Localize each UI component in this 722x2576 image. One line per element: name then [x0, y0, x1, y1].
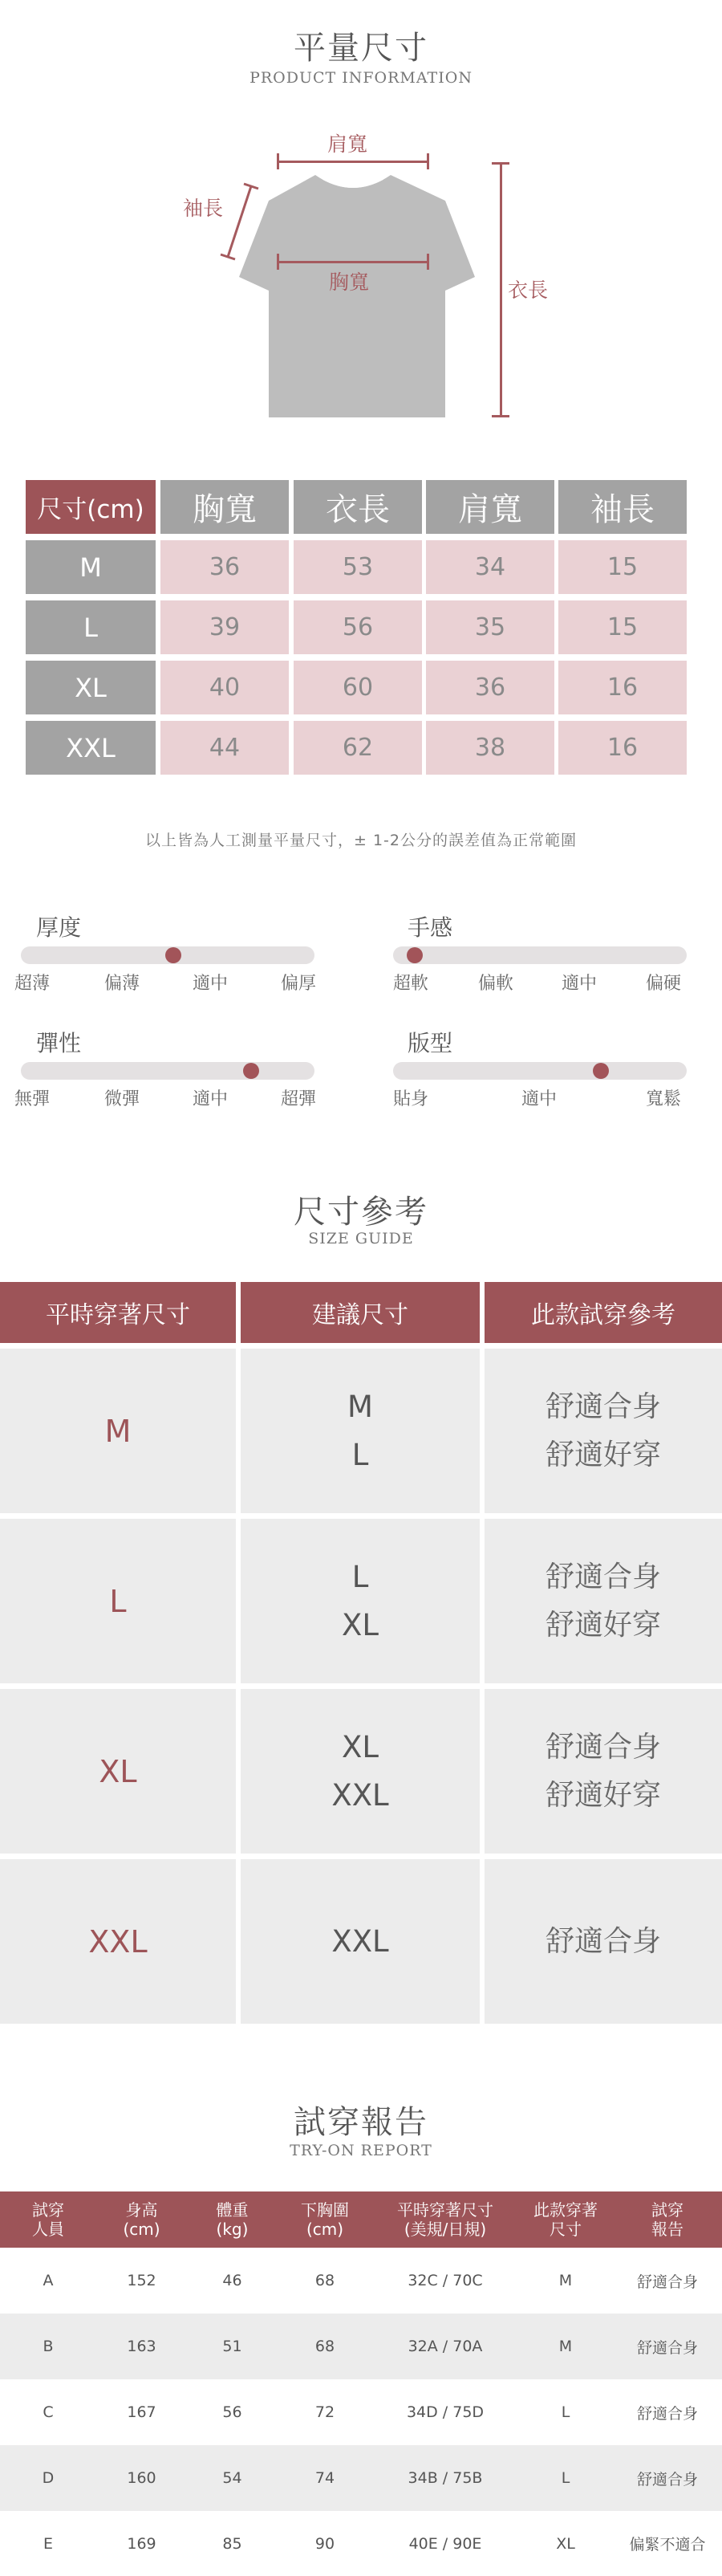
report-cell: 152 [127, 2272, 156, 2289]
handfeel-label: 超軟 [393, 974, 429, 994]
report-header-line: (cm) [123, 2220, 160, 2239]
measure-note: 以上皆為人工測量平量尺寸，± 1-2公分的誤差值為正常範圍 [145, 832, 577, 849]
report-header [187, 2191, 278, 2248]
report-header-line: (kg) [216, 2220, 249, 2239]
report-cell: 74 [314, 2469, 335, 2487]
length-label: 衣長 [508, 279, 549, 302]
guide-normal-text: M [104, 1413, 132, 1449]
report-cell: L [561, 2469, 570, 2487]
size-row-label: L [26, 600, 156, 654]
report-cell: 32A / 70A [408, 2338, 483, 2355]
thickness-label: 超薄 [14, 974, 51, 994]
chest-cap-right [427, 254, 429, 270]
length-cap-bottom [492, 415, 509, 417]
chest-line [277, 261, 429, 263]
guide-suggest-text: L [351, 1437, 369, 1472]
sleeve-label: 袖長 [183, 197, 224, 220]
report-cell: 偏緊不適合 [629, 2536, 706, 2554]
report-cell: 68 [314, 2338, 335, 2355]
report-header [518, 2191, 613, 2248]
report-header [96, 2191, 187, 2248]
size-cell: 44 [160, 721, 289, 775]
report-cell: B [43, 2338, 54, 2355]
report-header [613, 2191, 722, 2248]
size-cell: 39 [160, 600, 289, 654]
elasticity-knob [243, 1063, 259, 1079]
shoulder-cap-right [427, 153, 429, 169]
guide-fit-text: 舒適合身 [545, 1730, 661, 1764]
elasticity-label: 適中 [193, 1089, 229, 1109]
guide-suggest-size [241, 1349, 480, 1513]
size-table-header: 胸寬 [160, 480, 289, 534]
report-header [278, 2191, 372, 2248]
report-cell: 34D / 75D [406, 2403, 485, 2421]
fit-label: 貼身 [393, 1089, 429, 1109]
shoulder-label: 肩寬 [327, 132, 368, 156]
report-cell: 舒適合身 [636, 2404, 698, 2423]
size-cell: 56 [294, 600, 422, 654]
report-cell: 85 [222, 2534, 242, 2553]
thickness-label: 偏薄 [104, 974, 140, 994]
guide-normal-size [0, 1859, 236, 2024]
guide-suggest-size [241, 1859, 480, 2024]
guide-fit-note [485, 1689, 722, 1854]
report-header-line: 試穿 [651, 2200, 683, 2220]
guide-fit-note [485, 1519, 722, 1683]
report-cell: 167 [127, 2403, 156, 2421]
fit-track [393, 1062, 687, 1080]
guide-fit-text: 舒適好穿 [545, 1778, 661, 1812]
size-cell: 34 [426, 540, 554, 594]
report-header-line: 下胸圍 [301, 2200, 349, 2220]
report-cell: 68 [314, 2272, 335, 2289]
report-header-line: 平時穿著尺寸 [397, 2200, 493, 2220]
thickness-title: 厚度 [36, 914, 82, 941]
measure-title: 平量尺寸 [294, 30, 428, 67]
report-cell: XL [556, 2534, 575, 2553]
report-header-line: 試穿 [32, 2200, 64, 2220]
guide-fit-text: 舒適合身 [545, 1390, 661, 1423]
guide-suggest-text: M [347, 1389, 373, 1424]
report-cell: 160 [127, 2469, 156, 2487]
guide-fit-text: 舒適好穿 [545, 1608, 661, 1642]
size-cell: 40 [160, 661, 289, 714]
size-cell: 38 [426, 721, 554, 775]
size-cell: 15 [558, 540, 687, 594]
report-header-line: (cm) [306, 2220, 344, 2239]
size-cell: 15 [558, 600, 687, 654]
handfeel-label: 適中 [562, 974, 598, 994]
guide-header: 此款試穿參考 [485, 1282, 722, 1343]
elasticity-label: 超彈 [281, 1089, 317, 1109]
guide-fit-text: 舒適合身 [545, 1924, 661, 1958]
elasticity-track [21, 1062, 314, 1080]
report-subtitle: TRY-ON REPORT [290, 2142, 432, 2159]
report-cell: A [43, 2272, 54, 2289]
guide-normal-text: XXL [88, 1923, 148, 1959]
report-header [372, 2191, 518, 2248]
report-header-line: 報告 [651, 2220, 683, 2239]
guide-fit-text: 舒適合身 [545, 1560, 661, 1593]
fit-knob [593, 1063, 609, 1079]
shoulder-cap-left [277, 153, 279, 169]
sleeve-line [201, 177, 273, 273]
report-row [0, 2314, 722, 2379]
handfeel-title: 手感 [408, 914, 453, 941]
report-title: 試穿報告 [294, 2104, 428, 2141]
elasticity-label: 無彈 [14, 1089, 51, 1109]
report-cell: 169 [127, 2534, 156, 2553]
report-header-line: 尺寸 [550, 2220, 582, 2239]
report-cell: 163 [127, 2338, 156, 2355]
size-cell: 35 [426, 600, 554, 654]
report-header-line: (美規/日規) [404, 2220, 487, 2239]
handfeel-track [393, 946, 687, 964]
guide-normal-size [0, 1349, 236, 1513]
size-cell: 16 [558, 661, 687, 714]
report-cell: 56 [222, 2403, 242, 2421]
size-table-corner: 尺寸(cm) [26, 480, 156, 534]
report-cell: M [558, 2338, 573, 2355]
report-row [0, 2379, 722, 2445]
report-cell: E [43, 2534, 53, 2553]
report-cell: M [558, 2272, 573, 2289]
size-row-label: XXL [26, 721, 156, 775]
size-table-header: 袖長 [558, 480, 687, 534]
report-cell: C [43, 2403, 54, 2421]
report-cell: 72 [314, 2403, 335, 2421]
tshirt-icon [0, 0, 722, 450]
guide-suggest-text: XL [342, 1729, 379, 1764]
report-cell: 54 [222, 2469, 242, 2487]
report-cell: 舒適合身 [636, 2338, 698, 2357]
guide-suggest-text: XXL [331, 1777, 389, 1813]
size-table-header: 肩寬 [426, 480, 554, 534]
report-header-line: 人員 [32, 2220, 64, 2239]
thickness-knob [165, 947, 181, 963]
elasticity-label: 微彈 [104, 1089, 140, 1109]
size-row-label: XL [26, 661, 156, 714]
measure-subtitle: PRODUCT INFORMATION [249, 69, 473, 87]
report-cell: 40E / 90E [408, 2534, 482, 2553]
elasticity-title: 彈性 [36, 1030, 82, 1056]
report-cell: L [561, 2403, 570, 2421]
size-cell: 36 [160, 540, 289, 594]
guide-normal-text: L [109, 1583, 127, 1619]
length-line [500, 162, 502, 417]
report-row [0, 2445, 722, 2511]
report-cell: D [42, 2469, 55, 2487]
shoulder-line [277, 161, 429, 163]
report-cell: 46 [222, 2272, 242, 2289]
guide-fit-note [485, 1349, 722, 1513]
handfeel-label: 偏硬 [646, 974, 682, 994]
chest-cap-left [277, 254, 279, 270]
report-header-line: 此款穿著 [533, 2200, 598, 2220]
chest-label: 胸寬 [329, 271, 370, 294]
guide-title: 尺寸參考 [294, 1194, 428, 1231]
fit-label: 適中 [521, 1089, 558, 1109]
report-cell: 34B / 75B [408, 2469, 483, 2487]
size-cell: 60 [294, 661, 422, 714]
thickness-label: 偏厚 [281, 974, 317, 994]
report-header [0, 2191, 96, 2248]
report-row [0, 2248, 722, 2314]
report-cell: 90 [314, 2534, 335, 2553]
length-cap-top [492, 162, 509, 165]
guide-fit-note [485, 1859, 722, 2024]
guide-normal-size [0, 1519, 236, 1683]
size-cell: 16 [558, 721, 687, 775]
fit-label: 寬鬆 [646, 1089, 682, 1109]
report-cell: 舒適合身 [636, 2470, 698, 2489]
guide-header: 建議尺寸 [241, 1282, 480, 1343]
guide-suggest-size [241, 1689, 480, 1854]
report-header-line: 身高 [125, 2200, 158, 2220]
report-cell: 51 [222, 2338, 242, 2355]
fit-title: 版型 [408, 1030, 453, 1056]
size-cell: 36 [426, 661, 554, 714]
garment-diagram [0, 0, 722, 450]
size-row-label: M [26, 540, 156, 594]
size-cell: 62 [294, 721, 422, 775]
thickness-label: 適中 [193, 974, 229, 994]
guide-suggest-size [241, 1519, 480, 1683]
guide-suggest-text: L [351, 1559, 369, 1594]
guide-subtitle: SIZE GUIDE [308, 1230, 414, 1247]
guide-fit-text: 舒適好穿 [545, 1438, 661, 1471]
size-cell: 53 [294, 540, 422, 594]
guide-suggest-text: XL [342, 1607, 379, 1642]
guide-header: 平時穿著尺寸 [0, 1282, 236, 1343]
size-table-header: 衣長 [294, 480, 422, 534]
report-header-line: 體重 [216, 2200, 249, 2220]
report-cell: 32C / 70C [408, 2272, 483, 2289]
handfeel-label: 偏軟 [478, 974, 514, 994]
report-cell: 舒適合身 [636, 2273, 698, 2291]
guide-normal-text: XL [99, 1753, 137, 1789]
guide-normal-size [0, 1689, 236, 1854]
guide-suggest-text: XXL [331, 1923, 389, 1959]
report-row [0, 2511, 722, 2576]
